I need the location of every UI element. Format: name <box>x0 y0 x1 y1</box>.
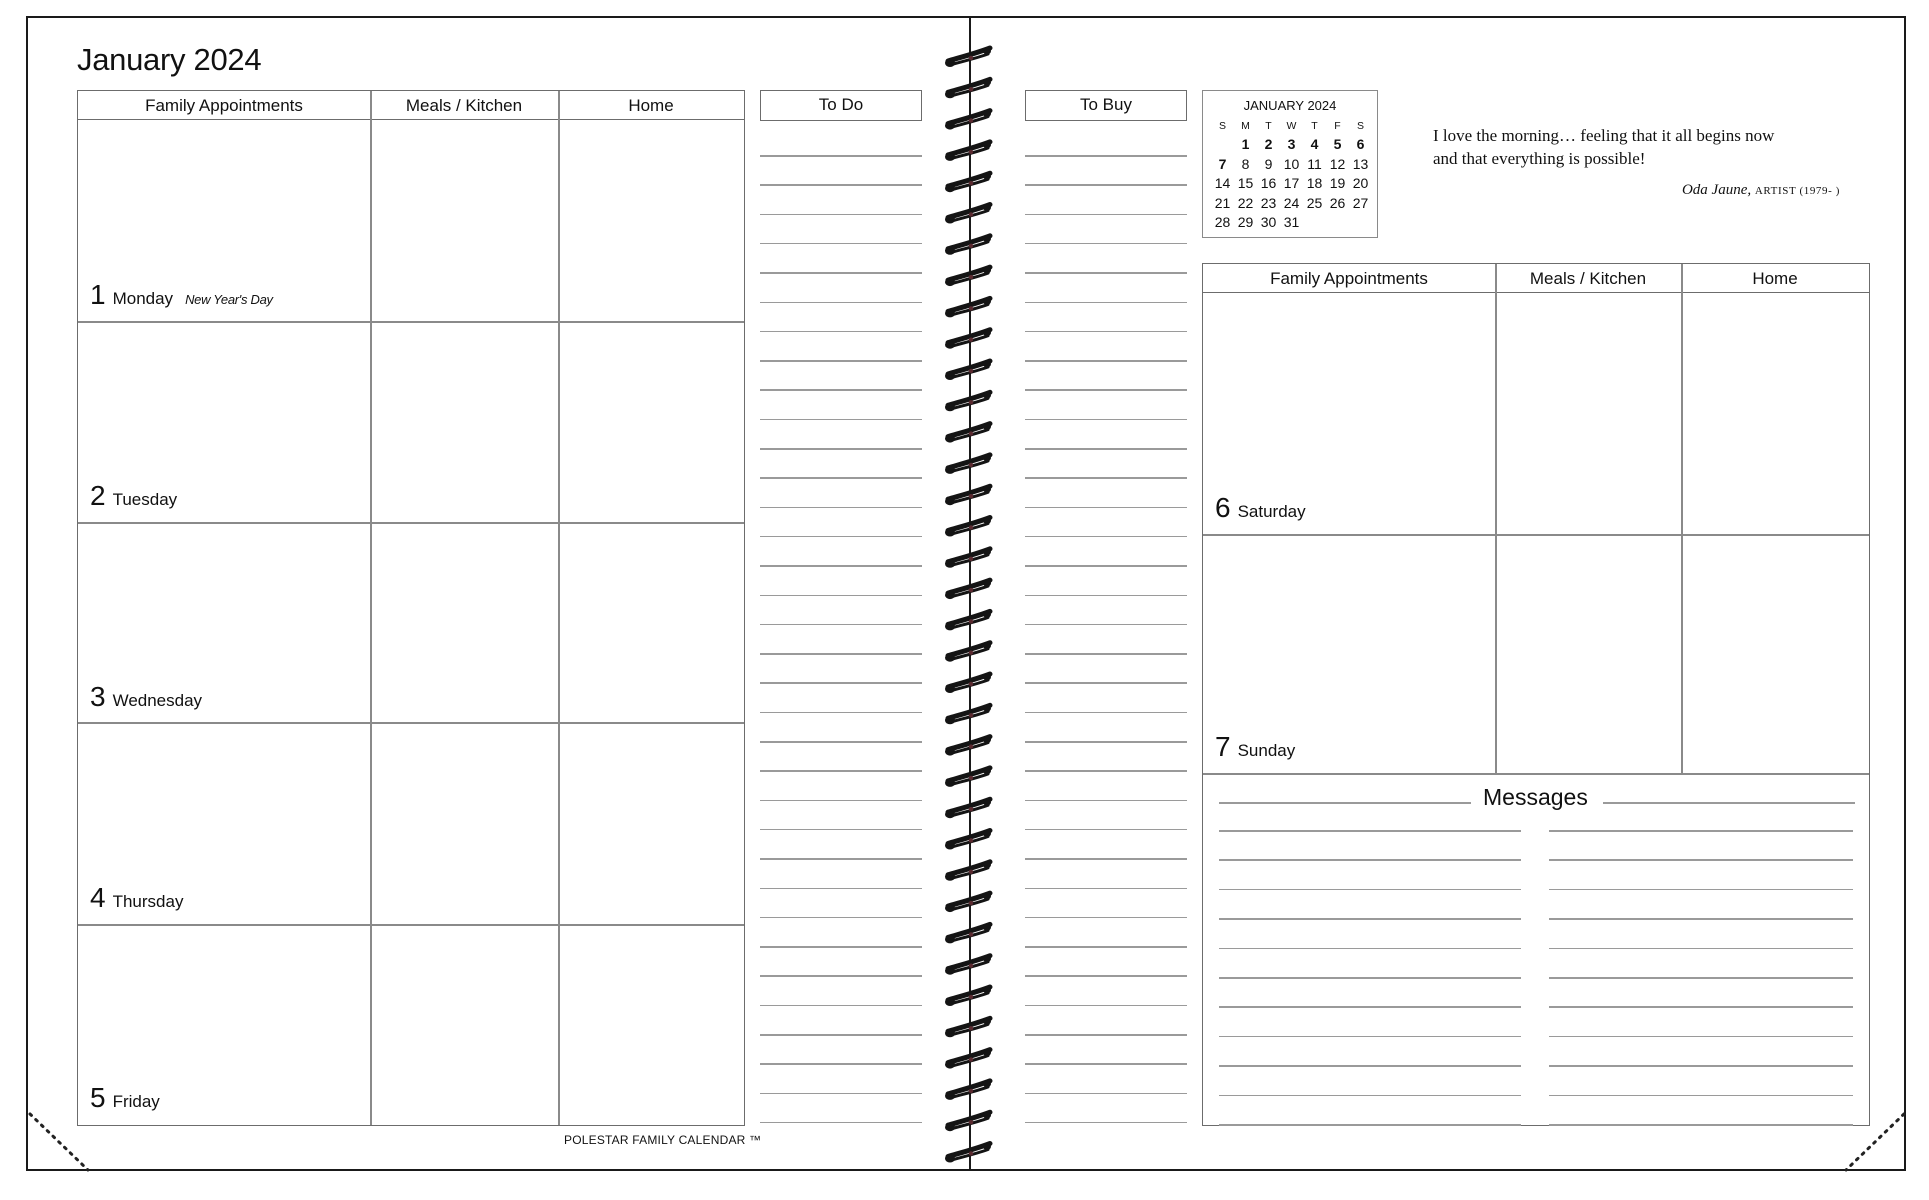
message-line[interactable] <box>1219 830 1521 832</box>
day-divider <box>1203 534 1869 536</box>
binding-coil <box>945 674 991 694</box>
writing-line[interactable] <box>760 272 922 274</box>
writing-line[interactable] <box>1025 389 1187 391</box>
mini-calendar-weekday: S <box>1218 120 1226 132</box>
writing-line[interactable] <box>760 1122 922 1124</box>
column-header-home: Home <box>1681 264 1869 293</box>
writing-line[interactable] <box>760 946 922 948</box>
writing-line[interactable] <box>760 507 922 509</box>
writing-line[interactable] <box>1025 1122 1187 1124</box>
writing-line[interactable] <box>760 243 922 245</box>
mini-calendar-weekday: W <box>1286 120 1297 132</box>
writing-line[interactable] <box>1025 888 1187 890</box>
writing-line[interactable] <box>1025 155 1187 157</box>
binding-coil <box>945 736 991 756</box>
writing-line[interactable] <box>1025 565 1187 567</box>
writing-line[interactable] <box>1025 477 1187 479</box>
binding-coil <box>945 267 991 287</box>
message-line[interactable] <box>1219 977 1521 979</box>
day-divider <box>78 722 744 724</box>
writing-line[interactable] <box>760 595 922 597</box>
binding-coil <box>945 611 991 631</box>
mini-calendar-day: 31 <box>1283 214 1300 230</box>
message-line[interactable] <box>1219 802 1471 804</box>
writing-line[interactable] <box>760 302 922 304</box>
writing-line[interactable] <box>1025 272 1187 274</box>
messages-title: Messages <box>1483 784 1588 810</box>
writing-line[interactable] <box>760 741 922 743</box>
writing-line[interactable] <box>1025 214 1187 216</box>
day-number: 3 <box>90 681 106 712</box>
day-name: Thursday <box>112 892 184 911</box>
day-name: Saturday <box>1237 502 1306 521</box>
binding-coil <box>945 329 991 349</box>
mini-calendar-weekday: F <box>1334 120 1341 132</box>
mini-calendar-day: 14 <box>1214 175 1231 191</box>
writing-line[interactable] <box>760 800 922 802</box>
day-label-friday <box>90 1082 160 1114</box>
binding-coil <box>945 361 991 381</box>
holiday-label: New Year's Day <box>185 292 273 307</box>
day-number: 1 <box>90 279 106 310</box>
quote-author-role: ARTIST (1979- ) <box>1754 185 1840 197</box>
message-line[interactable] <box>1549 977 1853 979</box>
writing-line[interactable] <box>760 653 922 655</box>
column-header-home: Home <box>558 91 744 120</box>
column-header-family-appointments: Family Appointments <box>78 91 370 120</box>
writing-line[interactable] <box>1025 243 1187 245</box>
writing-line[interactable] <box>760 536 922 538</box>
mini-calendar-day: 26 <box>1329 194 1346 211</box>
binding-coil <box>945 799 991 819</box>
writing-line[interactable] <box>1025 712 1187 714</box>
binding-coil <box>945 642 991 662</box>
day-name: Sunday <box>1237 741 1296 760</box>
writing-line[interactable] <box>760 829 922 831</box>
day-name: Friday <box>112 1092 160 1111</box>
weekend-grid <box>1202 263 1870 1126</box>
writing-line[interactable] <box>760 419 922 421</box>
quote-author: Oda Jaune, <box>1681 182 1752 198</box>
writing-line[interactable] <box>1025 1093 1187 1095</box>
writing-line[interactable] <box>760 214 922 216</box>
writing-line[interactable] <box>1025 448 1187 450</box>
binding-coil <box>945 235 991 255</box>
writing-line[interactable] <box>760 1093 922 1095</box>
writing-line[interactable] <box>1025 536 1187 538</box>
writing-line[interactable] <box>1025 858 1187 860</box>
message-line[interactable] <box>1219 1095 1521 1097</box>
message-line[interactable] <box>1549 948 1853 950</box>
day-number: 4 <box>90 882 106 913</box>
mini-calendar-day: 4 <box>1310 136 1319 152</box>
mini-calendar-day: 12 <box>1329 155 1346 172</box>
writing-line[interactable] <box>1025 741 1187 743</box>
message-line[interactable] <box>1549 1124 1853 1126</box>
binding-coil <box>945 141 991 161</box>
binding-coil <box>945 486 991 506</box>
writing-line[interactable] <box>760 712 922 714</box>
mini-calendar-day: 13 <box>1352 155 1369 172</box>
writing-line[interactable] <box>760 331 922 333</box>
mini-calendar-day: 17 <box>1283 175 1300 191</box>
binding-coil <box>945 893 991 913</box>
writing-line[interactable] <box>760 1034 922 1036</box>
column-header-meals-kitchen: Meals / Kitchen <box>370 91 558 120</box>
message-line[interactable] <box>1549 1095 1853 1097</box>
writing-line[interactable] <box>1025 331 1187 333</box>
day-name: Wednesday <box>112 691 203 710</box>
binding-coil <box>945 454 991 474</box>
writing-line[interactable] <box>1025 1005 1187 1007</box>
mini-calendar-day: 5 <box>1333 136 1342 152</box>
message-line[interactable] <box>1219 1124 1521 1126</box>
mini-calendar-day: 18 <box>1306 175 1323 191</box>
binding-coil <box>945 1049 991 1069</box>
message-line[interactable] <box>1549 1065 1853 1067</box>
binding-coil <box>945 705 991 725</box>
mini-calendar-day: 11 <box>1307 155 1322 172</box>
writing-line[interactable] <box>1025 829 1187 831</box>
writing-line[interactable] <box>1025 682 1187 684</box>
writing-line[interactable] <box>760 155 922 157</box>
binding-coil <box>945 987 991 1007</box>
binding-coil <box>945 548 991 568</box>
mini-calendar-weekday: T <box>1265 120 1272 132</box>
mini-calendar-day: 6 <box>1356 136 1365 152</box>
binding-coil <box>945 423 991 443</box>
mini-calendar <box>1202 90 1378 238</box>
column-divider <box>1495 264 1497 774</box>
mini-calendar-day: 20 <box>1352 175 1369 191</box>
mini-calendar-day: 21 <box>1214 194 1231 211</box>
binding-coil <box>945 955 991 975</box>
todo-header: To Do <box>760 90 922 121</box>
writing-line[interactable] <box>760 565 922 567</box>
binding-coil <box>945 1018 991 1038</box>
mini-calendar-day: 22 <box>1237 194 1254 211</box>
mini-calendar-day: 24 <box>1283 194 1300 211</box>
message-line[interactable] <box>1549 1036 1853 1038</box>
day-number: 2 <box>90 480 106 511</box>
mini-calendar-day: 1 <box>1241 136 1250 152</box>
message-line[interactable] <box>1219 859 1521 861</box>
day-divider <box>1203 773 1869 775</box>
writing-line[interactable] <box>760 448 922 450</box>
mini-calendar-day: 2 <box>1264 136 1273 152</box>
column-divider <box>370 91 372 1125</box>
binding-coil <box>945 298 991 318</box>
day-number: 7 <box>1215 731 1231 762</box>
day-divider <box>78 321 744 323</box>
quote-line-2: and that everything is possible! <box>1433 149 1646 168</box>
column-header-meals-kitchen: Meals / Kitchen <box>1495 264 1681 293</box>
writing-line[interactable] <box>1025 595 1187 597</box>
writing-line[interactable] <box>760 858 922 860</box>
column-divider <box>558 91 560 1125</box>
day-label-wednesday <box>90 681 202 713</box>
binding-coil <box>945 767 991 787</box>
message-line[interactable] <box>1549 859 1853 861</box>
mini-calendar-day: 28 <box>1214 214 1231 230</box>
writing-line[interactable] <box>1025 624 1187 626</box>
quote-line-1: I love the morning… feeling that it all begins now <box>1433 126 1775 145</box>
mini-calendar-weekday: S <box>1356 120 1364 132</box>
message-line[interactable] <box>1549 830 1853 832</box>
mini-calendar-day: 15 <box>1237 175 1254 191</box>
message-line[interactable] <box>1219 1006 1521 1008</box>
message-line[interactable] <box>1549 918 1853 920</box>
mini-calendar-day: 9 <box>1264 155 1273 172</box>
mini-calendar-day: 25 <box>1306 194 1323 211</box>
binding-coil <box>945 517 991 537</box>
message-line[interactable] <box>1219 948 1521 950</box>
message-line[interactable] <box>1603 802 1855 804</box>
message-line[interactable] <box>1219 889 1521 891</box>
writing-line[interactable] <box>760 682 922 684</box>
message-line[interactable] <box>1549 889 1853 891</box>
mini-calendar-day: 8 <box>1241 155 1250 172</box>
mini-calendar-day: 29 <box>1237 214 1254 230</box>
mini-calendar-weekday: M <box>1241 120 1250 132</box>
writing-line[interactable] <box>1025 507 1187 509</box>
page-title: January 2024 <box>77 42 262 77</box>
mini-calendar-title: JANUARY 2024 <box>1243 98 1337 113</box>
footer-brand: POLESTAR FAMILY CALENDAR ™ <box>564 1133 762 1147</box>
day-label-thursday <box>90 882 183 914</box>
binding-coil <box>945 924 991 944</box>
writing-line[interactable] <box>760 1005 922 1007</box>
mini-calendar-day: 30 <box>1260 214 1277 230</box>
day-label-sunday <box>1215 731 1295 763</box>
writing-line[interactable] <box>760 389 922 391</box>
day-label-tuesday <box>90 480 177 512</box>
writing-line[interactable] <box>1025 975 1187 977</box>
writing-line[interactable] <box>760 360 922 362</box>
writing-line[interactable] <box>1025 360 1187 362</box>
writing-line[interactable] <box>760 1063 922 1065</box>
writing-line[interactable] <box>1025 917 1187 919</box>
binding-coil <box>945 830 991 850</box>
writing-line[interactable] <box>760 184 922 186</box>
binding-coil <box>945 204 991 224</box>
day-divider <box>78 522 744 524</box>
spiral-binding <box>940 40 1000 1170</box>
message-line[interactable] <box>1219 918 1521 920</box>
writing-line[interactable] <box>1025 419 1187 421</box>
mini-calendar-day: 7 <box>1218 155 1227 172</box>
tobuy-header: To Buy <box>1025 90 1187 121</box>
day-number: 6 <box>1215 492 1231 523</box>
writing-line[interactable] <box>760 917 922 919</box>
writing-line[interactable] <box>760 624 922 626</box>
writing-line[interactable] <box>1025 1063 1187 1065</box>
binding-coil <box>945 1080 991 1100</box>
mini-calendar-weekday: T <box>1311 120 1318 132</box>
binding-coil <box>945 173 991 193</box>
writing-line[interactable] <box>1025 770 1187 772</box>
binding-coil <box>945 861 991 881</box>
binding-coil <box>945 79 991 99</box>
day-label-monday <box>90 279 273 311</box>
weekday-grid <box>77 90 745 1126</box>
writing-line[interactable] <box>1025 653 1187 655</box>
writing-line[interactable] <box>1025 800 1187 802</box>
message-line[interactable] <box>1219 1036 1521 1038</box>
writing-line[interactable] <box>760 477 922 479</box>
mini-calendar-day: 3 <box>1287 136 1296 152</box>
day-name: Tuesday <box>112 490 178 509</box>
binding-coil <box>945 580 991 600</box>
mini-calendar-day: 19 <box>1329 175 1346 191</box>
writing-line[interactable] <box>760 770 922 772</box>
day-number: 5 <box>90 1082 106 1113</box>
binding-coil <box>945 1112 991 1132</box>
message-line[interactable] <box>1219 1065 1521 1067</box>
quote-attribution <box>1560 182 1840 199</box>
mini-calendar-day: 10 <box>1283 155 1300 172</box>
writing-line[interactable] <box>1025 946 1187 948</box>
binding-coil <box>945 392 991 412</box>
message-line[interactable] <box>1549 1006 1853 1008</box>
binding-coil <box>945 48 991 68</box>
binding-coil <box>945 1143 991 1163</box>
day-label-saturday <box>1215 492 1306 524</box>
writing-line[interactable] <box>1025 302 1187 304</box>
column-header-family-appointments: Family Appointments <box>1203 264 1495 293</box>
mini-calendar-day: 27 <box>1352 194 1369 211</box>
column-divider <box>1681 264 1683 774</box>
day-name: Monday <box>112 289 174 308</box>
mini-calendar-day: 23 <box>1260 194 1277 211</box>
day-divider <box>78 924 744 926</box>
writing-line[interactable] <box>1025 1034 1187 1036</box>
quote-text <box>1433 124 1833 170</box>
writing-line[interactable] <box>1025 184 1187 186</box>
writing-line[interactable] <box>760 975 922 977</box>
binding-coil <box>945 110 991 130</box>
writing-line[interactable] <box>760 888 922 890</box>
mini-calendar-day: 16 <box>1260 175 1277 191</box>
